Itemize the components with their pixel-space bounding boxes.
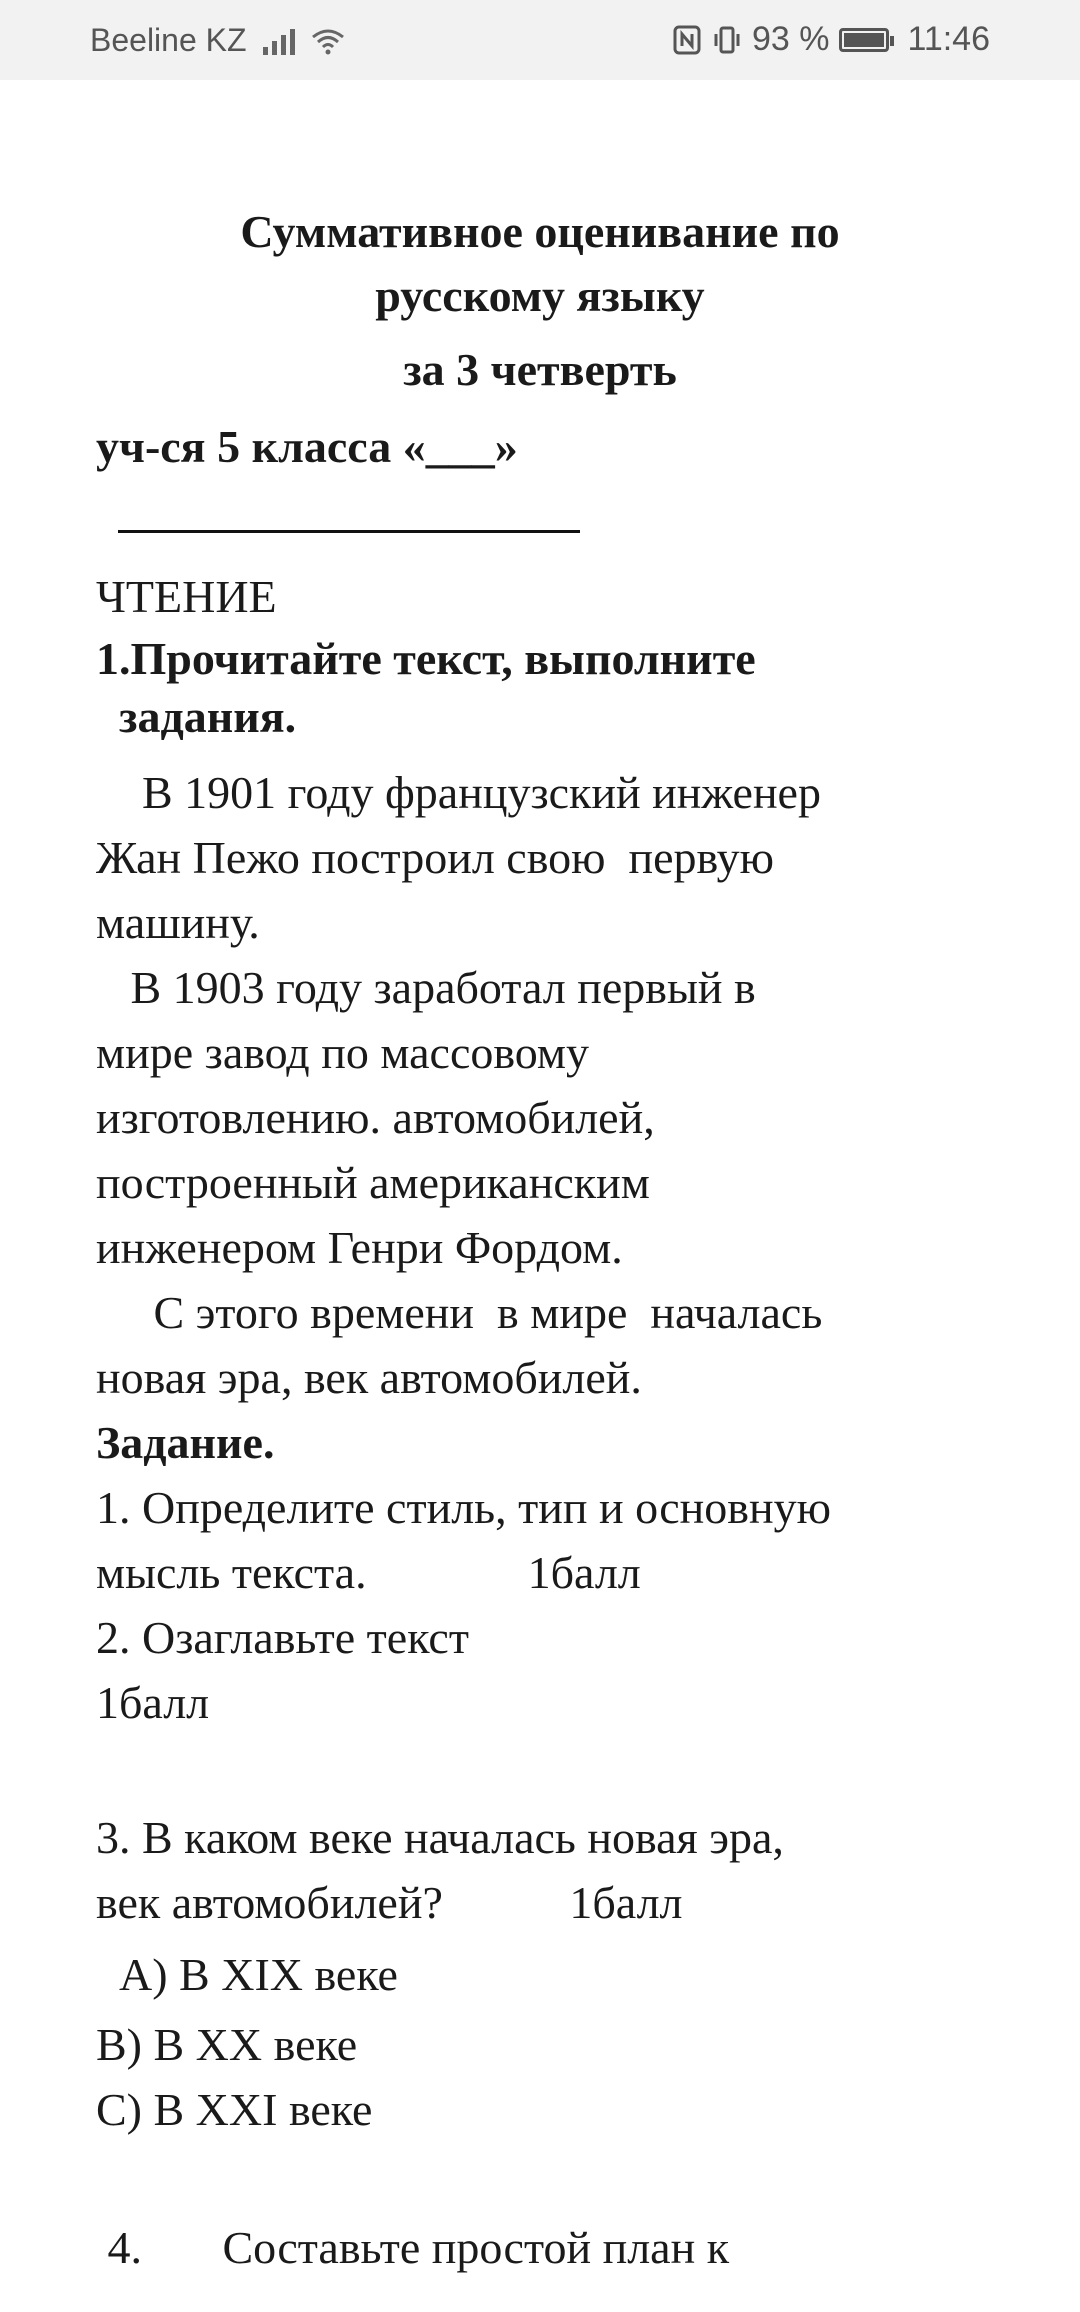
wifi-icon: [311, 27, 345, 55]
paragraph-2-line-4: построенный американским: [96, 1157, 650, 1208]
student-line: уч-ся 5 класса «___»: [96, 421, 518, 472]
option-a: А) В XIX веке: [96, 1949, 398, 2000]
question-4-line-1: 4. Составьте простой план к: [96, 2222, 730, 2273]
clock: 11:46: [907, 20, 990, 58]
paragraph-2-line-1: В 1903 году заработал первый в: [96, 962, 756, 1013]
question-3-line-1: 3. В каком веке началась новая эра,: [96, 1812, 784, 1863]
question-1-line-1: 1. Определите стиль, тип и основную: [96, 1482, 831, 1533]
nfc-icon: [672, 24, 702, 56]
vibrate-icon: [712, 24, 742, 56]
battery-percent: 93 %: [751, 20, 830, 58]
question-3-line-2: век автомобилей? 1балл: [96, 1877, 683, 1928]
question-1-line-2: мысль текста. 1балл: [96, 1547, 641, 1598]
paragraph-3-line-2: новая эра, век автомобилей.: [96, 1352, 642, 1403]
section-reading: ЧТЕНИЕ: [96, 571, 277, 622]
paragraph-2-line-3: изготовлению. автомобилей,: [96, 1092, 655, 1143]
task-label: Задание.: [96, 1417, 275, 1468]
status-right: [672, 20, 990, 59]
doc-title-line-3: за 3 четверть: [403, 344, 677, 395]
option-b: В) В XX веке: [96, 2019, 358, 2070]
battery-icon: [839, 28, 889, 52]
paragraph-1-line-3: машину.: [96, 897, 260, 948]
doc-title-line-2: русскому языку: [375, 270, 705, 321]
name-underline: [118, 530, 580, 533]
paragraph-1-line-2: Жан Пежо построил свою первую: [96, 832, 775, 883]
paragraph-2-line-5: инженером Генри Фордом.: [96, 1222, 623, 1273]
doc-title-line-1: Суммативное оценивание по: [240, 206, 840, 257]
task-heading-line-2: задания.: [96, 691, 297, 742]
signal-icon: [263, 27, 295, 55]
document-page: [0, 80, 1080, 2312]
status-left: [90, 22, 345, 59]
option-c: С) В XXI веке: [96, 2084, 373, 2135]
question-2-line-2: 1балл: [96, 1677, 210, 1728]
paragraph-1-line-1: В 1901 году французский инженер: [96, 767, 821, 818]
question-2-line-1: 2. Озаглавьте текст: [96, 1612, 469, 1663]
task-heading-line-1: 1.Прочитайте текст, выполните: [96, 633, 756, 684]
carrier-label: Beeline KZ: [90, 22, 247, 58]
paragraph-2-line-2: мире завод по массовому: [96, 1027, 590, 1078]
status-bar: [0, 0, 1080, 80]
paragraph-3-line-1: С этого времени в мире началась: [96, 1287, 823, 1338]
